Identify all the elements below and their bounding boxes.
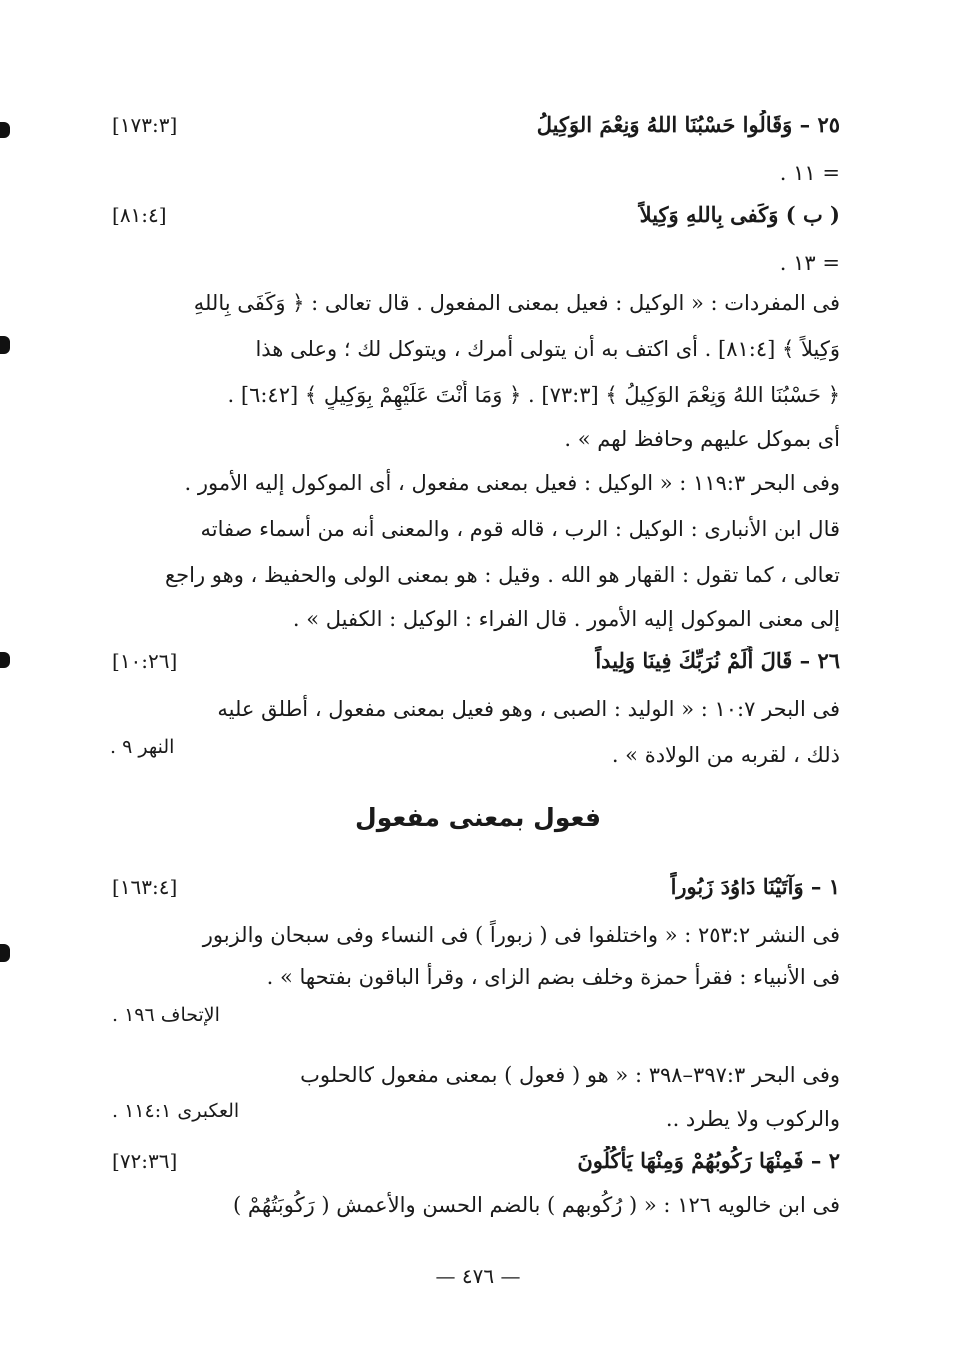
paragraph-line: إلى معنى الموكول إليه الأمور . قال الفراء : الوكيل : الكفيل » . [292,607,840,631]
verse-line: ٢٥ – وَقَالُوا حَسْبُنَا اللهُ وَنِعْمَ الوَكِيلُ [536,112,840,137]
scan-mark [0,944,10,962]
verse-reference: [١٧٣:٣] [112,113,178,137]
cross-reference-line: = ١١ . [779,161,840,185]
section-heading: فعول بمعنى مفعول [355,803,601,832]
verse-line: ٢ – فَمِنْهَا رَكُوبُهُمْ وَمِنْهَا يَأْكُلُونَ [577,1148,840,1173]
verse-line: ٢٦ – قَالَ أَلَمْ نُرَبِّكَ فِينَا وَلِيداً [595,648,840,673]
verse-reference: [٨١:٤] [112,203,167,227]
scan-mark [0,122,10,138]
paragraph-line: ﴿ حَسْبُنَا اللهُ وَنِعْمَ الوَكِيلُ ﴾ [٧٣:٣] . ﴿ وَمَا أَنْتَ عَلَيْهِمْ بِوَكِيلٍ ﴾ [٦:٤٢] . [227,383,840,407]
verse-line: ١ – وَآتَيْنَا دَاوُدَ زَبُوراً [670,874,840,899]
paragraph-line: فى الأنبياء : فقرأ حمزة وخلف بضم الزاى ، وقرأ الباقون بفتحها » . [266,965,840,989]
paragraph-line: ذلك ، لقربه من الولادة » . [611,743,840,767]
paragraph-line: فى النشر ٢٥٣:٢ : « واختلفوا فى ( زبوراً ) فى النساء وفى سبحان والزبور [202,923,840,947]
side-note: النهر ٩ . [110,736,175,758]
cross-reference-line: = ١٣ . [779,251,840,275]
paragraph-line: وفى البحر ٣٩٧:٣–٣٩٨ : « هو ( فعول ) بمعنى مفعول كالحلوب [300,1063,840,1087]
paragraph-line: فى ابن خالويه ١٢٦ : « ( رُكُوبهم ) بالضم الحسن والأعمش ( رَكُوبَتُهُمْ ) [233,1193,840,1217]
paragraph-line: أى بموكل عليهم وحافظ لهم » . [564,427,840,451]
paragraph-line: وفى البحر ١١٩:٣ : « الوكيل : فعيل بمعنى مفعول ، أى الموكول إليه الأمور . [184,471,840,495]
paragraph-line: تعالى ، كما تقول : القهار هو الله . وقيل : هو بمعنى الولى والحفيظ ، وهو راجع [165,563,840,587]
scan-mark [0,336,10,354]
paragraph-line: والركوب ولا يطرد .. [665,1107,840,1131]
paragraph-line: وَكِيلاً ﴾ [٨١:٤] . أى اكتف به أن يتولى أمرك ، ويتوكل لك ؛ وعلى هذا [255,337,840,361]
paragraph-line: قال ابن الأنبارى : الوكيل : الرب ، قاله قوم ، والمعنى أنه من أسماء صفاته [200,517,840,541]
side-note: العكبرى ١١٤:١ . [112,1100,240,1122]
scan-mark [0,652,10,668]
verse-line: ( ب ) وَكَفى بِاللهِ وَكِيلاً [639,202,840,227]
verse-reference: [١٦٣:٤] [112,875,178,899]
side-note: الإتحاف ١٩٦ . [112,1004,220,1026]
verse-reference: [١٠:٢٦] [112,649,178,673]
paragraph-line: فى المفردات : « الوكيل : فعيل بمعنى المفعول . قال تعالى : ﴿ وَكَفَى بِاللهِ [193,291,840,315]
page-number: — ٤٧٦ — [435,1264,521,1288]
paragraph-line: فى البحر ١٠:٧ : « الوليد : الصبى ، وهو فعيل بمعنى مفعول ، أطلق عليه [217,697,840,721]
verse-reference: [٧٢:٣٦] [112,1149,178,1173]
